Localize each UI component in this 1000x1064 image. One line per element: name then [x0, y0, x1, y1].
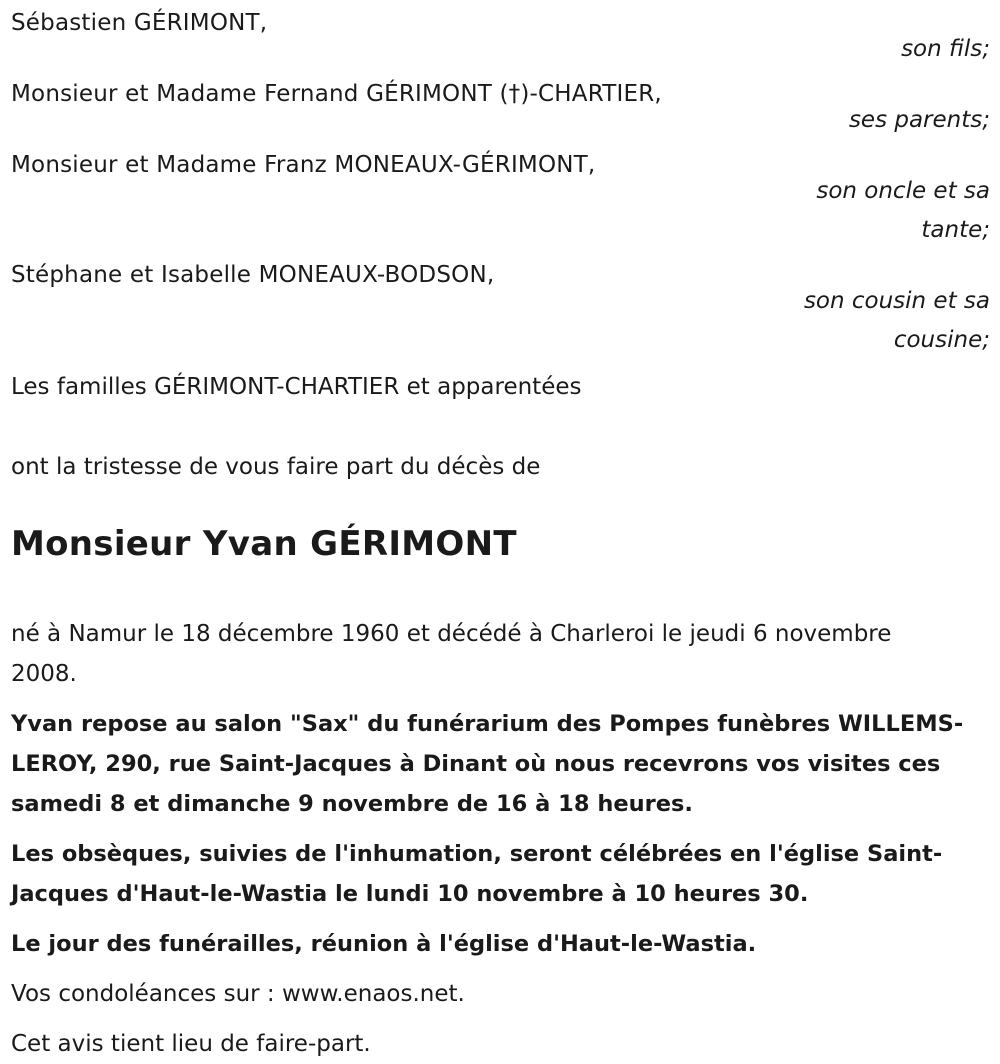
signer-item	[11, 140, 990, 250]
condolences-info: Vos condoléances sur : www.enaos.net.	[11, 981, 465, 1007]
announcement-intro: ont la tristesse de vous faire part du décès de	[11, 454, 541, 480]
deceased-name: Monsieur Yvan GÉRIMONT	[11, 524, 517, 564]
visitation-info: Yvan repose au salon "Sax" du funérarium des Pompes funèbres WILLEMS-LEROY, 290, rue Saint-Jacques à Dinant où nous recevrons vos visites ces samedi 8 et dimanche 9 novembre de 16 à 18 heures.	[11, 711, 964, 817]
signer-relationship: ses parents;	[848, 107, 990, 133]
obituary-notice	[11, 0, 990, 1064]
signers-list	[11, 0, 990, 360]
signer-name: Monsieur et Madame Fernand GÉRIMONT (†)-CHARTIER,	[11, 81, 662, 107]
signer-relationship: son cousin et sa cousine;	[803, 288, 990, 353]
funeral-info: Les obsèques, suivies de l'inhumation, seront célébrées en l'église Saint-Jacques d'Haut-le-Wastia le lundi 10 novembre à 10 heures 30.	[11, 841, 943, 907]
signer-relationship: son fils;	[901, 36, 990, 62]
signer-item	[11, 250, 990, 360]
families-line: Les familles GÉRIMONT-CHARTIER et apparentées	[11, 374, 582, 400]
signer-relationship: son oncle et sa tante;	[816, 178, 990, 243]
signer-item	[11, 0, 990, 69]
signer-name: Stéphane et Isabelle MONEAUX-BODSON,	[11, 262, 495, 288]
signer-name: Monsieur et Madame Franz MONEAUX-GÉRIMONT,	[11, 152, 596, 178]
signer-name: Sébastien GÉRIMONT,	[11, 10, 268, 36]
birth-death-details: né à Namur le 18 décembre 1960 et décédé à Charleroi le jeudi 6 novembre 2008.	[11, 621, 892, 687]
meeting-info: Le jour des funérailles, réunion à l'église d'Haut-le-Wastia.	[11, 931, 757, 957]
notice-statement: Cet avis tient lieu de faire-part.	[11, 1031, 371, 1057]
signer-item	[11, 69, 990, 140]
